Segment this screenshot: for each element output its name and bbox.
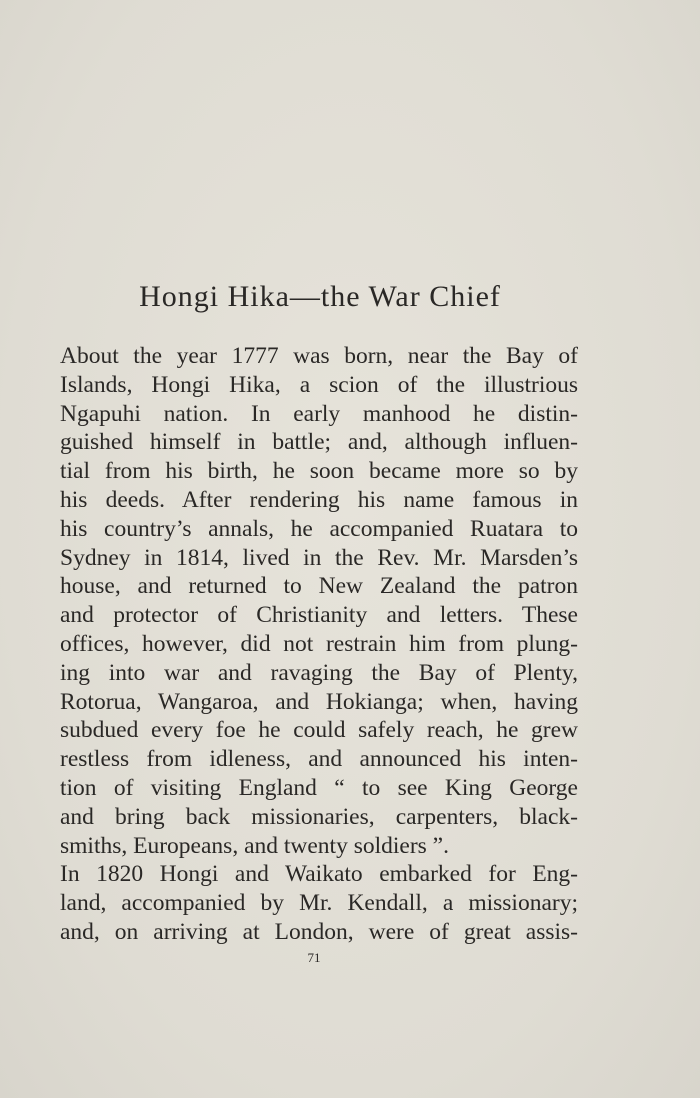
text-line: his country’s annals, he accompanied Ruatara to <box>60 515 578 542</box>
text-line: In 1820 Hongi and Waikato embarked for Eng- <box>60 861 578 888</box>
text-line: ing into war and ravaging the Bay of Plenty, <box>60 659 578 686</box>
text-line: his deeds. After rendering his name famous in <box>60 486 578 513</box>
text-line: and, on arriving at London, were of great assis- <box>60 918 578 945</box>
text-line: Ngapuhi nation. In early manhood he distin- <box>60 400 578 427</box>
text-line: About the year 1777 was born, near the Bay of <box>60 343 578 369</box>
text-line: Rotorua, Wangaroa, and Hokianga; when, having <box>60 688 578 715</box>
text-line: tial from his birth, he soon became more so by <box>60 458 578 485</box>
text-line: land, accompanied by Mr. Kendall, a missionary; <box>60 890 578 917</box>
text-line: house, and returned to New Zealand the patron <box>60 573 578 600</box>
paragraph <box>60 342 578 860</box>
text-line: restless from idleness, and announced his inten- <box>60 746 578 773</box>
text-line: and protector of Christianity and letters. These <box>60 602 578 629</box>
text-line: smiths, Europeans, and twenty soldiers ”. <box>60 832 449 859</box>
text-line: subdued every foe he could safely reach, he grew <box>60 717 578 744</box>
text-line: Sydney in 1814, lived in the Rev. Mr. Marsden’s <box>60 544 578 571</box>
page-number: 71 <box>307 950 321 965</box>
text-line: guished himself in battle; and, although influen- <box>60 429 578 456</box>
text-line: Islands, Hongi Hika, a scion of the illustrious <box>60 371 578 398</box>
body-text <box>60 342 578 947</box>
chapter-title: Hongi Hika—the War Chief <box>139 280 501 313</box>
paragraph <box>60 860 578 946</box>
text-line: and bring back missionaries, carpenters, black- <box>60 803 578 830</box>
text-line: offices, however, did not restrain him from plung- <box>60 630 578 657</box>
text-line: tion of visiting England “ to see King George <box>60 774 578 801</box>
